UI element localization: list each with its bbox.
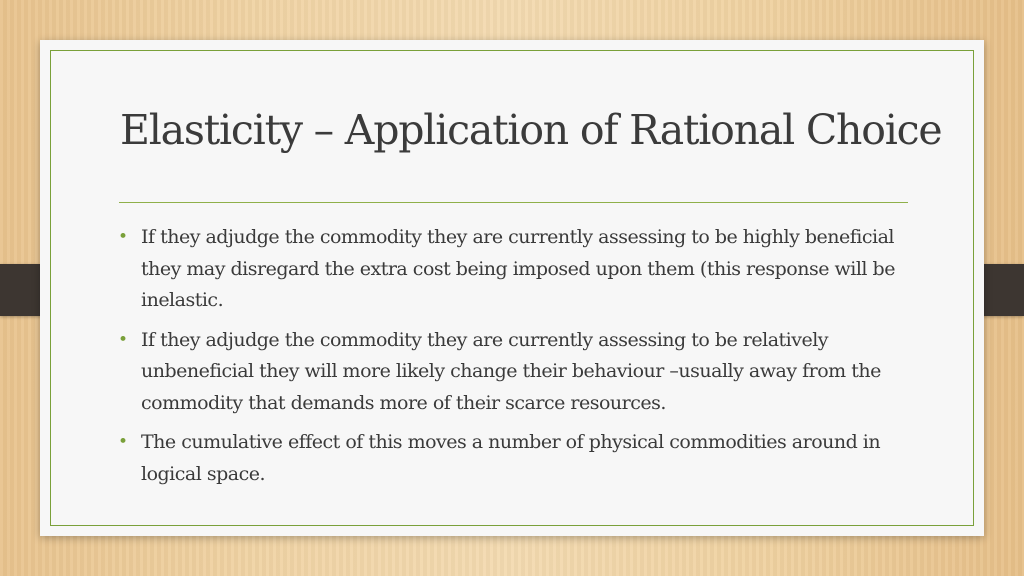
- bullet-item: [118, 427, 908, 490]
- bullet-dot-icon: •: [118, 329, 128, 350]
- bullet-list: [118, 222, 908, 498]
- slide-card: [40, 40, 984, 536]
- bullet-text: The cumulative effect of this moves a number of physical commodities around in logical space.: [141, 431, 881, 485]
- title-divider: [119, 202, 908, 203]
- slide-title: Elasticity – Application of Rational Choice: [120, 106, 942, 154]
- bullet-dot-icon: •: [118, 227, 128, 247]
- bullet-item: [118, 222, 908, 317]
- bullet-text: If they adjudge the commodity they are currently assessing to be highly beneficial they may disregard the extra cost being imposed upon them (this response will be inelastic.: [141, 226, 895, 311]
- bullet-text: If they adjudge the commodity they are currently assessing to be relatively unbeneficial they will more likely change their behaviour –usually away from the commodity that demands more of their scarce resources.: [141, 328, 881, 414]
- bullet-dot-icon: •: [118, 432, 128, 452]
- bullet-item: [118, 325, 908, 420]
